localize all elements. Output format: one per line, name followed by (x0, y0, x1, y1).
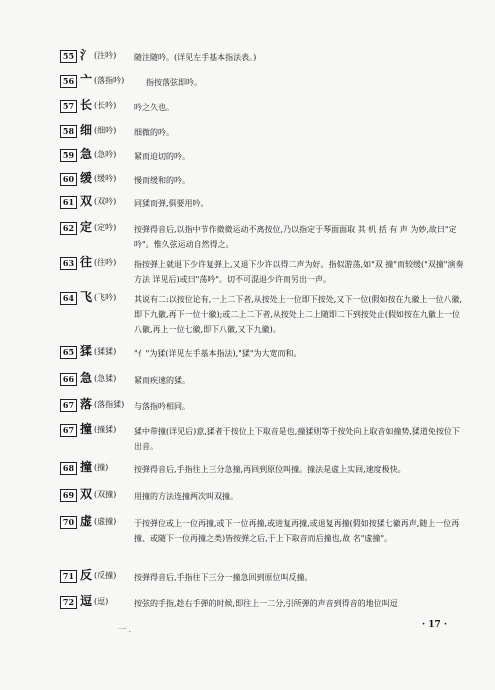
entry-number: 68 (60, 462, 77, 475)
entry-description: 猱中带撞(详见后)意,猱者于按位上下取音是也,撞猱则等于按处向上取音如撞势,猱道免按位下出音。 (134, 427, 460, 451)
notation-glyph: 双 (80, 194, 93, 208)
entry-term: (撞猱) (94, 425, 117, 434)
entry-description: 按弦的手指,趁右手弹的时候,即往上一二分,引所弹的声音到得音的地位叫逗 (134, 599, 398, 608)
entry-number: 72 (60, 596, 77, 609)
entry-description: 指按落弦即吟。 (146, 78, 202, 87)
notation-glyph: 缓 (80, 171, 93, 185)
entry-term: (缓吟) (94, 174, 117, 183)
entry-number: 64 (60, 292, 77, 305)
entry-number: 70 (60, 516, 77, 529)
entry-description: "亻"为猱(详见左手基本指法),"猱"为大宽而和。 (134, 349, 302, 358)
entry-term: (逗) (94, 597, 109, 606)
entry-number: 58 (60, 125, 77, 138)
notation-glyph: 长 (80, 98, 93, 112)
entry-term: (双撞) (94, 490, 117, 499)
entry-number: 66 (60, 373, 77, 386)
entry-term: (定吟) (94, 223, 117, 232)
entry-number: 62 (60, 222, 77, 235)
entry-term: (飞吟) (94, 293, 117, 302)
entry-description: 按弹得音后,以指中节作微微运动不离按位,乃以指定于琴面面取 其 机 括 有 声 为妙,故曰"定吟"。惟久弦运动自然得之。 (134, 225, 457, 249)
page-number: · 17 · (422, 620, 448, 630)
entry-term: (落指猱) (94, 400, 125, 409)
entry-number: 61 (60, 196, 77, 209)
notation-glyph: 撞 (80, 422, 93, 436)
notation-glyph: 细 (80, 123, 93, 137)
entry-description: 细微的吟。 (134, 128, 174, 137)
entry-term: (双吟) (94, 197, 117, 206)
entry-description: 指按弹上就退下少许复弹上,又退下少许以得二声为好。指似游荡,如"双 撞"而较缓("双撞"演奏方法 详见后)或曰"荡吟"。切不可混退少许而另出一声。 (134, 260, 464, 284)
notation-glyph: 反 (80, 568, 93, 582)
entry-term: (往吟) (94, 258, 117, 267)
entry-description: 于按弹位或上一位再撞,或下一位再撞,或进复再撞,或退复再撞(假如按猱七徽再声,随上一位再撞、或随下一位再撞之类)皆按弹之后,于上下取音而后撞也,故 名"虚撞"。 (134, 519, 460, 543)
entry-number: 67 (60, 399, 77, 412)
entry-number: 67 (60, 424, 77, 437)
entry-description: 吟之久也。 (134, 103, 174, 112)
notation-glyph: 双 (80, 487, 93, 501)
notation-glyph: 急 (80, 371, 93, 385)
entry-description: 按弹得音后,手指往下三分一撞急回到原位叫反撞。 (134, 573, 313, 582)
entry-term: (猱猱) (94, 347, 117, 356)
notation-glyph: 氵 (80, 48, 93, 62)
entry-number: 57 (60, 100, 77, 113)
entry-description: 用撞的方法连撞两次叫双撞。 (134, 492, 238, 501)
entry-description: 与落指吟相同。 (134, 402, 190, 411)
entry-term: (虚撞) (94, 517, 117, 526)
notation-glyph: 落 (80, 397, 93, 411)
entry-term: (急猱) (94, 374, 117, 383)
notation-glyph: 虚 (80, 514, 93, 528)
entry-description: 紧而疾速的猱。 (134, 376, 190, 385)
entry-number: 56 (60, 75, 77, 88)
notation-glyph: 逗 (80, 594, 93, 608)
entry-description: 同猱而弹,俱要用吟。 (134, 199, 209, 208)
entry-description: 其说有二:以按位论有,一上二下者,从按处上一位即下按处,又下一位(假如按在九徽上一位八徽,即下九徽,再下一位十徽);或二上二下者,从按处上二上随即二下到按处止(假如按在九徽上一位八徽,再上一位七徽,即下八徽,又下九徽)。 (134, 295, 462, 334)
entry-description: 慢而缓和的吟。 (134, 176, 190, 185)
entry-number: 59 (60, 149, 77, 162)
entry-term: (注吟) (94, 51, 117, 60)
entry-term: (急吟) (94, 150, 117, 159)
entry-number: 60 (60, 173, 77, 186)
entry-term: (反撞) (94, 571, 117, 580)
notation-glyph: 撞 (80, 460, 93, 474)
notation-glyph: 急 (80, 147, 93, 161)
entry-number: 71 (60, 570, 77, 583)
entry-description: 按弹得音后,手指往上三分急撞,再回到原位叫撞。撞法是虚上实回,速度极快。 (134, 465, 406, 474)
entry-term: (撞) (94, 463, 109, 472)
entry-number: 55 (60, 50, 77, 63)
notation-glyph: 定 (80, 220, 93, 234)
notation-glyph: 往 (80, 255, 93, 269)
entry-term: (细吟) (94, 126, 117, 135)
entry-description: 随注随吟。(详见左手基本指法表。) (134, 53, 257, 62)
entry-description: 紧而迫切的吟。 (134, 152, 190, 161)
entry-number: 63 (60, 257, 77, 270)
notation-glyph: 亠 (80, 73, 93, 87)
entry-term: (长吟) (94, 101, 117, 110)
entry-number: 65 (60, 346, 77, 359)
footer-mark: 一 . (118, 625, 132, 634)
notation-glyph: 飞 (80, 290, 93, 304)
entry-term: (落指吟) (94, 76, 125, 85)
entry-number: 69 (60, 489, 77, 502)
notation-glyph: 猱 (80, 344, 93, 358)
